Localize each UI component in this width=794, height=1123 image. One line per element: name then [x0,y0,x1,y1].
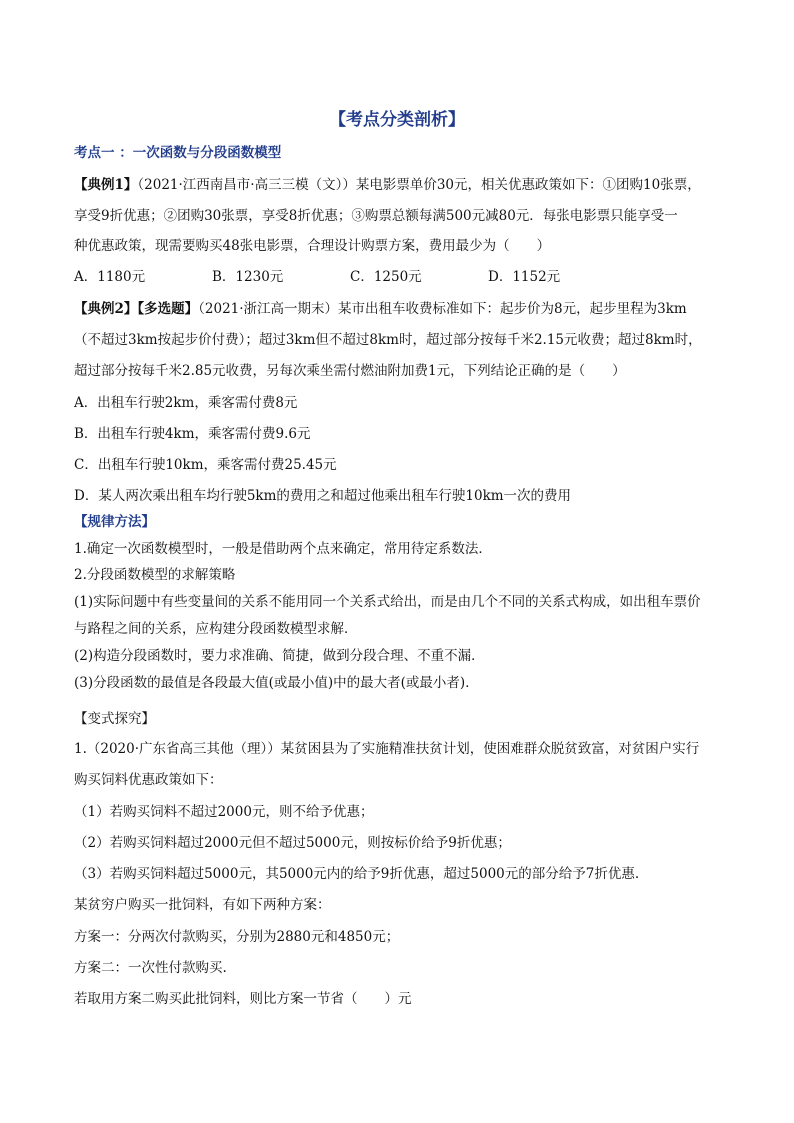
example1-line3: 种优惠政策，现需要购买48张电影票，合理设计购票方案，费用最少为（ ） [74,238,551,254]
method-line6: (3)分段函数的最值是各段最大值(或最小值)中的最大者(或最小者)． [74,675,479,691]
method-heading: 【规律方法】 [74,514,155,530]
example1-line2: 享受9折优惠；②团购30张票，享受8折优惠；③购票总额每满500元减80元．每张电影票只能享受一 [74,208,678,224]
option-a: A．1180元 [74,269,146,285]
variant-question-line2: 购买饲料优惠政策如下： [74,772,223,788]
method-line5: (2)构造分段函数时，要力求准确、简捷，做到分段合理、不重不漏． [74,648,485,664]
variant-final-question: 若取用方案二购买此批饲料，则比方案一节省（ ）元 [74,991,412,1007]
example1-line1 [74,176,701,194]
example1-label: 【典例1】 [74,177,138,193]
example2-text1: （2021·浙江高一期末）某市出租车收费标准如下：起步价为8元，起步里程为3km [198,301,687,317]
method-line2: 2.分段函数模型的求解策略 [74,567,236,583]
example1-options [74,268,560,286]
example1-text1: （2021·江西南昌市·高三三模（文））某电影票单价30元，相关优惠政策如下：①团购10张票， [137,177,701,193]
method-line3: (1)实际问题中有些变量间的关系不能用同一个关系式给出，而是由几个不同的关系式构成，如出租车票价 [74,594,701,610]
example2-option-c: C．出租车行驶10km，乘客需付费25.45元 [74,457,337,473]
variant-condition2: （2）若购买饲料超过2000元但不超过5000元，则按标价给予9折优惠； [74,835,511,851]
variant-plan2: 方案二：一次性付款购买. [74,960,227,976]
option-b: B．1230元 [212,269,284,285]
variant-plan-intro: 某贫穷户购买一批饲料，有如下两种方案： [74,897,331,913]
variant-plan1: 方案一：分两次付款购买，分别为2880元和4850元； [74,929,400,945]
method-line4: 与路程之间的关系，应构建分段函数模型求解． [74,621,358,637]
example2-line1 [74,300,687,318]
page-title: 【考点分类剖析】 [329,110,465,130]
section-heading: 考点一 ：一次函数与分段函数模型 [74,145,282,161]
example2-line3: 超过部分按每千米2.85元收费，另每次乘坐需付燃油附加费1元，下列结论正确的是（ ） [74,363,626,379]
variant-heading: 【变式探究】 [74,711,155,727]
example2-option-b: B．出租车行驶4km，乘客需付费9.6元 [74,426,311,442]
option-c: C．1250元 [350,269,422,285]
variant-condition1: （1）若购买饲料不超过2000元，则不给予优惠； [74,804,374,820]
example2-line2: （不超过3km按起步价付费）；超过3km但不超过8km时，超过部分按每千米2.15元收费；超过8km时， [74,332,702,348]
variant-question-line1: 1.（2020·广东省高三其他（理））某贫困县为了实施精准扶贫计划，使困难群众脱贫致富，对贫困户实行 [74,741,700,757]
option-d: D．1152元 [488,269,561,285]
example2-label: 【典例2】【多选题】 [74,301,199,317]
method-line1: 1.确定一次函数模型时，一般是借助两个点来确定，常用待定系数法． [74,541,492,557]
example2-option-d: D．某人两次乘出租车均行驶5km的费用之和超过他乘出租车行驶10km一次的费用 [74,488,572,504]
variant-condition3: （3）若购买饲料超过5000元，其5000元内的给予9折优惠，超过5000元的部分给予7折优惠. [74,866,640,882]
example2-option-a: A．出租车行驶2km，乘客需付费8元 [74,395,298,411]
